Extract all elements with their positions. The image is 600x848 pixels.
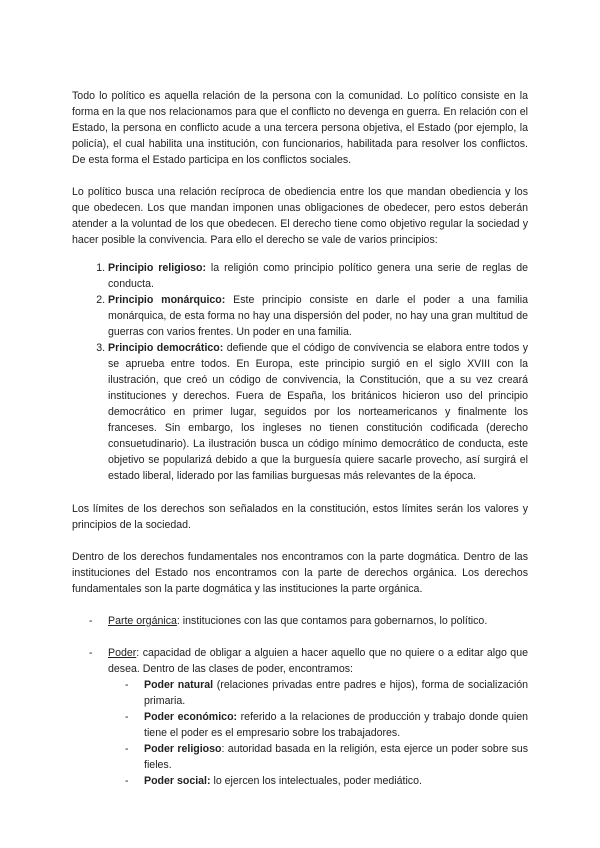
principle-title: Principio monárquico: xyxy=(108,294,226,306)
term-parte-organica: Parte orgánica xyxy=(108,615,177,627)
list-item xyxy=(108,741,528,773)
principle-text: defiende que el código de convivencia se elabora entre todos y se aprueba entre todos. En Europa, este principio surgió en el siglo XVIII con la ilustración, que creó un código de convivencia, la Constitución, que a su vez creará instituciones y derechos. Fuera de España, los británicos hicieron uso del principio democrático en primer lugar, seguidos por los norteamericanos y finalmente los franceses. Sin embargo, los ingleses no tienen constitución codificada (derecho consuetudinario). La ilustración busca un código mínimo democrático de conducta, este objetivo se popularizá debido a que la burguesía quiere sacarle provecho, así surgirá el estado liberal, liderado por las familias burguesas más relevantes de la época. xyxy=(108,342,528,482)
principle-title: Principio democrático: xyxy=(108,342,224,354)
list-item xyxy=(108,773,528,789)
separator: : xyxy=(136,647,140,659)
definition-text: capacidad de obligar a alguien a hacer aquello que no quiere o a editar algo que desea. Dentro de las clases de poder, encontramos: xyxy=(108,647,528,675)
list-item xyxy=(108,292,528,340)
term-poder: Poder xyxy=(108,647,137,659)
principles-list xyxy=(72,260,528,484)
list-item xyxy=(108,677,528,709)
principle-text: Este principio consiste en darle el poder a una familia monárquica, de esta forma no hay una dispersión del poder, no hay una gran multitud de guerras con varios frentes. Un poder en una familia. xyxy=(108,294,528,338)
separator: : xyxy=(176,615,180,627)
list-item xyxy=(108,709,528,741)
principle-text: la religión como principio político genera una serie de reglas de conducta. xyxy=(108,262,528,290)
power-text: : autoridad basada en la religión, esta ejerce un poder sobre sus fieles. xyxy=(144,743,528,771)
list-item xyxy=(72,645,528,789)
power-title: Poder social: xyxy=(144,775,211,787)
paragraph-limites: Los límites de los derechos son señalados en la constitución, estos límites serán los valores y principios de la sociedad. xyxy=(72,503,528,531)
paragraph-obediencia: Lo político busca una relación recíproca de obediencia entre los que mandan obediencia y los que obedecen. Los que mandan imponen unas obligaciones de obedecer, pero estos deberán atender a la voluntad de los que obedecen. El derecho tiene como objetivo regular la sociedad y hacer posible la convivencia. Para ello el derecho se vale de varios principios: xyxy=(72,186,528,246)
power-text: (relaciones privadas entre padres e hijos), forma de socialización primaria. xyxy=(144,679,528,707)
power-title: Poder natural xyxy=(144,679,214,691)
power-types-list xyxy=(108,677,528,789)
list-item xyxy=(72,613,528,629)
principle-title: Principio religioso: xyxy=(108,262,206,274)
power-title: Poder religioso xyxy=(144,743,222,755)
power-text: lo ejercen los intelectuales, poder mediático. xyxy=(210,775,422,787)
list-item xyxy=(108,260,528,292)
power-title: Poder económico: xyxy=(144,711,238,723)
definitions-list xyxy=(72,613,528,789)
paragraph-derechos: Dentro de los derechos fundamentales nos encontramos con la parte dogmática. Dentro de las instituciones del Estado nos encontramos con la parte de derechos orgánica. Los derechos fundamentales son la parte dogmática y las instituciones la parte orgánica. xyxy=(72,551,528,595)
power-text: referido a la relaciones de producción y trabajo donde quien tiene el poder es el empresario sobre los trabajadores. xyxy=(144,711,528,739)
paragraph-politica: Todo lo político es aquella relación de la persona con la comunidad. Lo político consiste en la forma en la que nos relacionamos para que el conflicto no devenga en guerra. En relación con el Estado, la persona en conflicto acude a una tercera persona objetiva, el Estado (por ejemplo, la policía), el cual habilita una institución, con funcionarios, habilitada para resolver los conflictos. De esta forma el Estado participa en los conflictos sociales. xyxy=(72,90,528,166)
document-page xyxy=(72,88,528,789)
definition-text: instituciones con las que contamos para gobernarnos, lo político. xyxy=(179,615,488,627)
list-item xyxy=(108,340,528,484)
